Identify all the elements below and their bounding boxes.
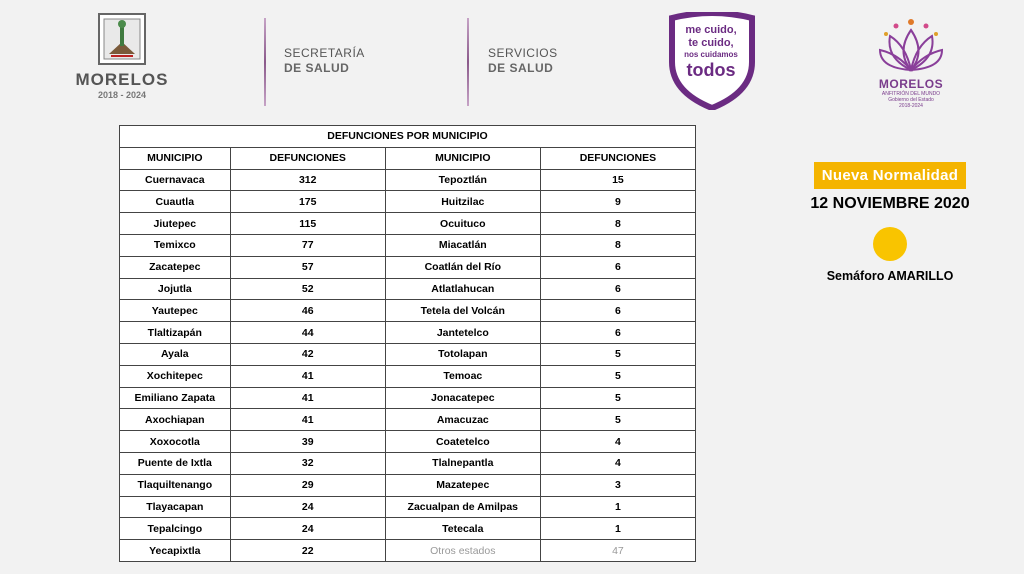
municipio-cell: Miacatlán — [385, 234, 540, 256]
municipio-cell: Temixco — [120, 234, 231, 256]
defunciones-cell: 115 — [230, 213, 385, 235]
servicios-salud-logo — [488, 46, 558, 76]
table-row — [120, 387, 696, 409]
header-divider — [264, 18, 266, 106]
defunciones-cell: 175 — [230, 191, 385, 213]
defunciones-cell: 24 — [230, 518, 385, 540]
defunciones-cell: 6 — [540, 322, 695, 344]
defunciones-cell: 29 — [230, 474, 385, 496]
municipio-cell: Amacuzac — [385, 409, 540, 431]
defunciones-cell: 9 — [540, 191, 695, 213]
morelos-brand-logo — [868, 12, 954, 109]
municipio-cell: Tetecala — [385, 518, 540, 540]
municipio-cell: Xoxocotla — [120, 431, 231, 453]
brand-sub1: ANFITRIÓN DEL MUNDO — [881, 91, 941, 97]
defunciones-cell: 15 — [540, 169, 695, 191]
municipio-cell: Huitzilac — [385, 191, 540, 213]
municipio-cell: Totolapan — [385, 343, 540, 365]
defunciones-cell: 5 — [540, 343, 695, 365]
morelos-state-logo — [72, 12, 172, 100]
defunciones-cell: 39 — [230, 431, 385, 453]
municipio-cell: Jantetelco — [385, 322, 540, 344]
municipio-cell: Coatetelco — [385, 431, 540, 453]
defunciones-cell: 32 — [230, 452, 385, 474]
campaign-line3: nos cuidamos — [684, 50, 738, 59]
municipio-cell: Tlalnepantla — [385, 452, 540, 474]
defunciones-cell: 46 — [230, 300, 385, 322]
defunciones-cell: 6 — [540, 256, 695, 278]
campaign-line4: todos — [686, 60, 736, 80]
servicios-line2: DE SALUD — [488, 61, 554, 75]
municipio-cell: Tlaquiltenango — [120, 474, 231, 496]
secretaria-salud-logo — [284, 46, 365, 76]
municipio-cell: Cuernavaca — [120, 169, 231, 191]
state-years: 2018 - 2024 — [97, 90, 147, 100]
defunciones-cell: 47 — [540, 540, 695, 562]
column-header-defunciones: DEFUNCIONES — [230, 147, 385, 169]
secretaria-line2: DE SALUD — [284, 61, 350, 75]
municipio-cell: Xochitepec — [120, 365, 231, 387]
defunciones-cell: 41 — [230, 409, 385, 431]
defunciones-cell: 8 — [540, 213, 695, 235]
table-row — [120, 234, 696, 256]
defunciones-cell: 44 — [230, 322, 385, 344]
defunciones-cell: 6 — [540, 278, 695, 300]
municipio-cell: Temoac — [385, 365, 540, 387]
table-row — [120, 343, 696, 365]
table-row — [120, 474, 696, 496]
defunciones-cell: 1 — [540, 518, 695, 540]
table-row — [120, 322, 696, 344]
header-divider — [467, 18, 469, 106]
municipio-cell: Cuautla — [120, 191, 231, 213]
defunciones-cell: 24 — [230, 496, 385, 518]
brand-sub2: Gobierno del Estado — [888, 97, 934, 103]
flower-icon — [876, 12, 946, 76]
table-row — [120, 300, 696, 322]
municipio-cell: Ayala — [120, 343, 231, 365]
defunciones-cell: 41 — [230, 387, 385, 409]
municipio-cell: Mazatepec — [385, 474, 540, 496]
defunciones-cell: 77 — [230, 234, 385, 256]
campaign-line2: te cuido, — [688, 37, 734, 49]
table-row — [120, 256, 696, 278]
municipio-cell: Tetela del Volcán — [385, 300, 540, 322]
municipio-cell: Ocuituco — [385, 213, 540, 235]
table-row — [120, 409, 696, 431]
defunciones-cell: 42 — [230, 343, 385, 365]
municipio-cell: Otros estados — [385, 540, 540, 562]
status-panel — [790, 162, 990, 283]
table-row — [120, 540, 696, 562]
table-row — [120, 431, 696, 453]
defunciones-cell: 5 — [540, 365, 695, 387]
defunciones-cell: 5 — [540, 409, 695, 431]
municipio-cell: Jonacatepec — [385, 387, 540, 409]
campaign-line1: me cuido, — [685, 24, 737, 36]
brand-sub3: 2018-2024 — [899, 103, 923, 109]
municipio-cell: Puente de Ixtla — [120, 452, 231, 474]
defunciones-cell: 4 — [540, 431, 695, 453]
municipio-cell: Yecapixtla — [120, 540, 231, 562]
defunciones-cell: 41 — [230, 365, 385, 387]
table-body — [120, 169, 696, 561]
municipio-cell: Zacualpan de Amilpas — [385, 496, 540, 518]
campaign-logo — [668, 24, 754, 80]
defunciones-cell: 5 — [540, 387, 695, 409]
table-row — [120, 213, 696, 235]
municipio-cell: Emiliano Zapata — [120, 387, 231, 409]
municipio-cell: Zacatepec — [120, 256, 231, 278]
municipio-cell: Tepoztlán — [385, 169, 540, 191]
defunciones-cell: 57 — [230, 256, 385, 278]
table-row — [120, 496, 696, 518]
column-header-municipio: MUNICIPIO — [385, 147, 540, 169]
defunciones-cell: 52 — [230, 278, 385, 300]
defunciones-cell: 1 — [540, 496, 695, 518]
table-title-row — [120, 126, 696, 148]
table-row — [120, 452, 696, 474]
municipio-cell: Tepalcingo — [120, 518, 231, 540]
header — [0, 0, 1024, 120]
table-header-row — [120, 147, 696, 169]
table-row — [120, 278, 696, 300]
table-row — [120, 169, 696, 191]
defunciones-cell: 312 — [230, 169, 385, 191]
servicios-line1: SERVICIOS — [488, 46, 558, 60]
defunciones-cell: 3 — [540, 474, 695, 496]
municipio-cell: Jiutepec — [120, 213, 231, 235]
municipio-cell: Tlaltizapán — [120, 322, 231, 344]
municipio-cell: Atlatlahucan — [385, 278, 540, 300]
table-row — [120, 365, 696, 387]
defunciones-cell: 6 — [540, 300, 695, 322]
report-date: 12 NOVIEMBRE 2020 — [810, 195, 970, 212]
deaths-by-municipality-table — [119, 125, 696, 562]
municipio-cell: Axochiapan — [120, 409, 231, 431]
semaforo-status: Semáforo AMARILLO — [826, 269, 954, 283]
state-name: MORELOS — [75, 70, 169, 89]
column-header-defunciones: DEFUNCIONES — [540, 147, 695, 169]
defunciones-cell: 22 — [230, 540, 385, 562]
secretaria-line1: SECRETARÍA — [284, 46, 365, 60]
column-header-municipio: MUNICIPIO — [120, 147, 231, 169]
nueva-normalidad-badge: Nueva Normalidad — [814, 162, 967, 189]
coat-of-arms-icon — [97, 12, 147, 68]
brand-name: MORELOS — [878, 77, 944, 91]
defunciones-cell: 8 — [540, 234, 695, 256]
table-title: DEFUNCIONES POR MUNICIPIO — [120, 126, 696, 148]
municipio-cell: Yautepec — [120, 300, 231, 322]
table-row — [120, 518, 696, 540]
defunciones-cell: 4 — [540, 452, 695, 474]
municipio-cell: Coatlán del Río — [385, 256, 540, 278]
traffic-light-icon — [873, 227, 907, 261]
table-row — [120, 191, 696, 213]
municipio-cell: Jojutla — [120, 278, 231, 300]
municipio-cell: Tlayacapan — [120, 496, 231, 518]
